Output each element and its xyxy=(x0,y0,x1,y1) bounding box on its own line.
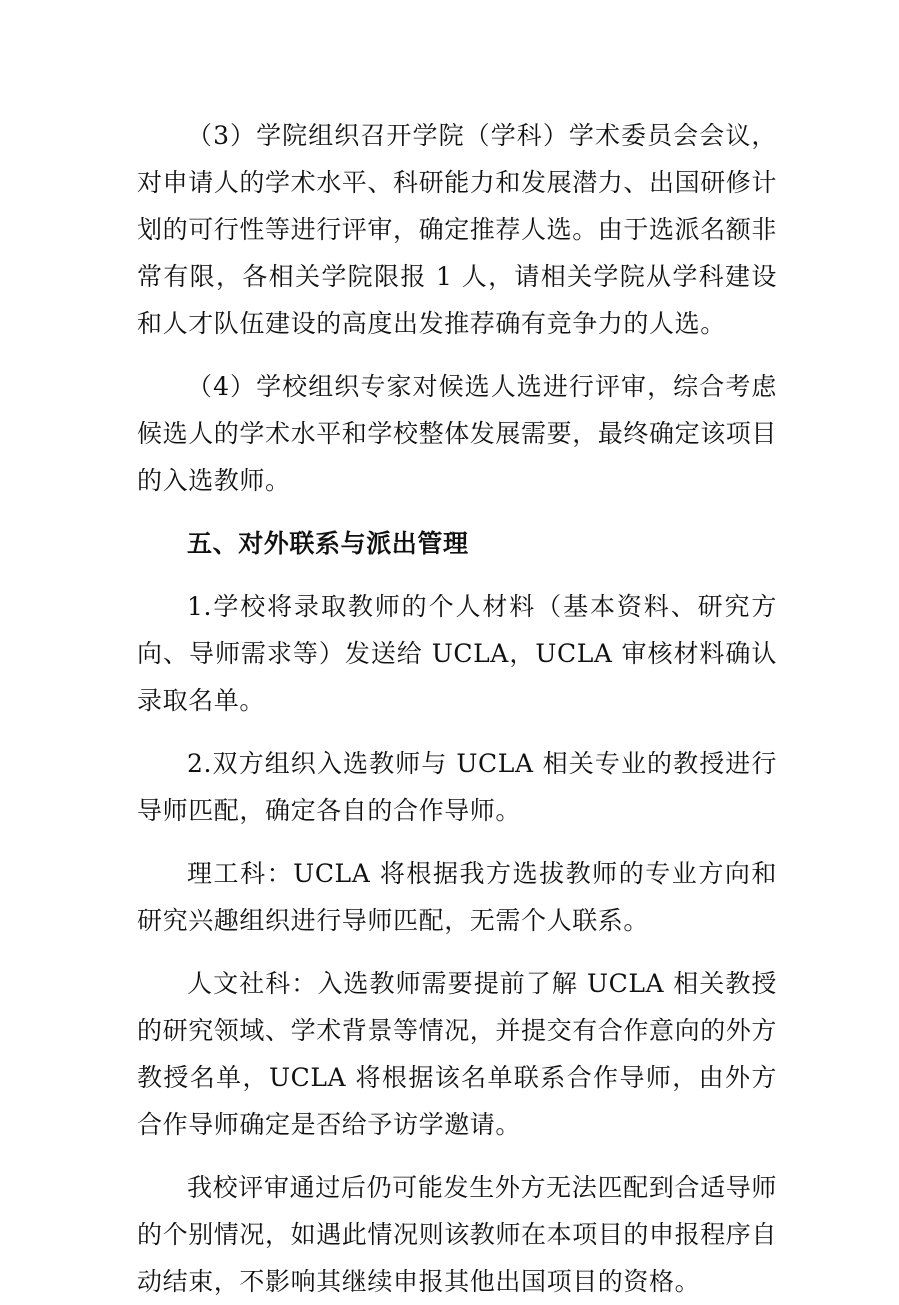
paragraph-gap xyxy=(137,504,777,520)
paragraph-gap xyxy=(137,567,777,583)
document-body xyxy=(137,112,777,1305)
paragraph-gap xyxy=(137,834,777,850)
paragraph-step-2: 2.双方组织入选教师与 UCLA 相关专业的教授进行导师匹配，确定各自的合作导师。 xyxy=(137,749,777,825)
section-heading: 五、对外联系与派出管理 xyxy=(187,529,469,558)
paragraph-note: 我校评审通过后仍可能发生外方无法匹配到合适导师的个别情况，如遇此情况则该教师在本项目的申报程序自动结束，不影响其继续申报其他出国项目的资格。 xyxy=(137,1173,778,1296)
paragraph-gap xyxy=(137,347,777,363)
paragraph-humanities: 人文社科：入选教师需要提前了解 UCLA 相关教授的研究领域、学术背景等情况，并提交有合作意向的外方教授名单，UCLA 将根据该名单联系合作导师，由外方合作导师确定是否给予访学邀请。 xyxy=(137,969,778,1139)
paragraph-gap xyxy=(137,1148,777,1164)
paragraph-gap xyxy=(137,724,777,740)
paragraph-science-engineering: 理工科：UCLA 将根据我方选拔教师的专业方向和研究兴趣组织进行导师匹配，无需个人联系。 xyxy=(137,859,777,935)
paragraph-step-1: 1.学校将录取教师的个人材料（基本资料、研究方向、导师需求等）发送给 UCLA，UCLA 审核材料确认录取名单。 xyxy=(137,592,777,715)
paragraph-gap xyxy=(137,944,777,960)
paragraph-item-4: （4）学校组织专家对候选人选进行评审，综合考虑候选人的学术水平和学校整体发展需要，最终确定该项目的入选教师。 xyxy=(137,372,778,495)
paragraph-item-3: （3）学院组织召开学院（学科）学术委员会会议，对申请人的学术水平、科研能力和发展潜力、出国研修计划的可行性等进行评审，确定推荐人选。由于选派名额非常有限，各相关学院限报 1 人，请相关学院从学科建设和人才队伍建设的高度出发推荐确有竞争力的人选。 xyxy=(137,121,778,338)
